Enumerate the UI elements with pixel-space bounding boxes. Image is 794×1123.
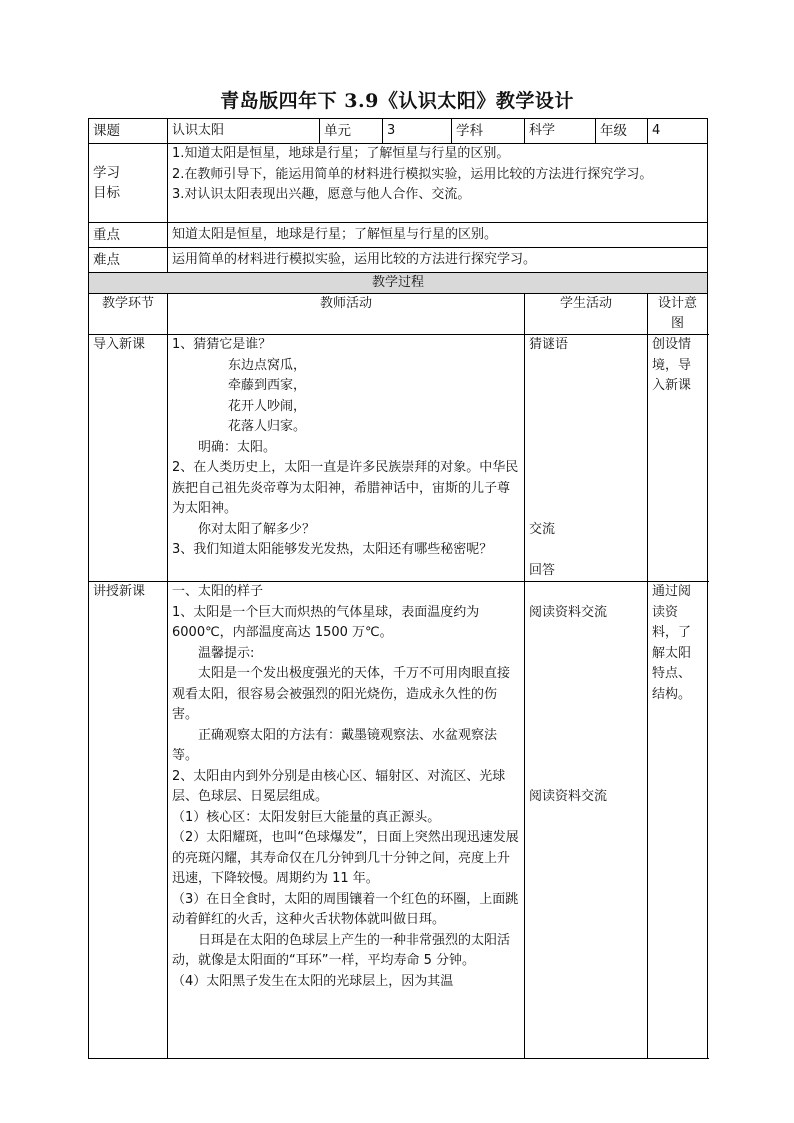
student-activity: 交流 [529,521,556,537]
riddle-line: 东边点窝瓜， [228,357,307,373]
lecture-s2: （2）太阳耀斑，也叫“色球爆发”，日面上突然出现迅速发展的亮斑闪耀，其寿命仅在几分钟到几十分钟之间，亮度上升迅速，下降较慢。周期约为 11 年。 [172,830,519,886]
topic-value: 认识太阳 [168,119,320,144]
unit-label: 单元 [320,119,383,144]
student-activity: 猜谜语 [529,337,569,352]
riddle-line: 牵藤到西家， [228,378,307,393]
lecture-teacher [168,582,525,1059]
intro-intent: 创设情境，导入新课 [648,335,708,582]
difficulty-text: 运用简单的材料进行模拟实验，运用比较的方法进行探究学习。 [168,248,708,273]
intro-student [525,335,648,582]
lecture-s1: （1）核心区：太阳发射巨大能量的真正源头。 [172,809,441,825]
lecture-p2: 2、太阳由内到外分别是由核心区、辐射区、对流区、光球层、色球层、日冕层组成。 [172,768,506,804]
objective-item: 2.在教师引导下，能运用简单的材料进行模拟实验，运用比较的方法进行探究学习。 [172,166,653,182]
tip-1: 太阳是一个发出极度强光的天体，千万不可用肉眼直接观看太阳，很容易会被强烈的阳光烧伤，造成永久性的伤害。 [172,666,511,722]
lecture-h1: 一、太阳的样子 [172,584,264,599]
difficulty-label: 难点 [89,248,168,273]
col-header-student: 学生活动 [525,294,648,335]
lecture-student [525,582,648,1059]
grade-value: 4 [648,119,708,144]
unit-value: 3 [383,119,452,144]
document-title: 青岛版四年下 3.9《认识太阳》教学设计 [220,90,574,112]
subject-label: 学科 [452,119,525,144]
intro-q1: 1、猜猜它是谁？ [172,337,272,352]
col-header-intent: 设计意图 [648,294,708,335]
column-header-row [89,294,708,335]
key-point-row [89,223,708,248]
objectives-label-line1: 学习 [93,165,120,181]
objective-item: 1.知道太阳是恒星，地球是行星；了解恒星与行星的区别。 [172,146,510,161]
lecture-p1: 1、太阳是一个巨大而炽热的气体星球，表面温度约为 6000℃，内部温度高达 1500 万℃。 [172,604,480,640]
process-header-row [89,273,708,294]
subject-value: 科学 [525,119,596,144]
intro-q2b: 你对太阳了解多少？ [198,521,316,537]
lecture-intent: 通过阅读资料，了解太阳特点、结构。 [648,582,708,1059]
intro-q3: 3、我们知道太阳能够发光发热，太阳还有哪些秘密呢？ [172,542,493,557]
tip-2: 正确观察太阳的方法有：戴墨镜观察法、水盆观察法等。 [172,727,498,763]
lecture-s4: （4）太阳黑子发生在太阳的光球层上，因为其温 [172,973,454,989]
intro-row [89,335,708,582]
lesson-plan-table [88,118,708,1059]
tip-title: 温馨提示: [198,645,255,661]
student-activity: 阅读资料交流 [529,789,608,804]
col-header-stage: 教学环节 [89,294,168,335]
objectives-row [89,144,708,223]
lecture-row [89,582,708,1059]
topic-label: 课题 [89,119,168,144]
riddle-line: 花开人吵闹， [228,398,307,414]
objectives-label-line2: 目标 [93,185,120,201]
intro-stage: 导入新课 [89,335,168,582]
intro-q2: 2、在人类历史上，太阳一直是许多民族崇拜的对象。中华民族把自己祖先炎帝尊为太阳神，希腊神话中，宙斯的儿子尊为太阳神。 [172,460,519,516]
col-header-teacher: 教师活动 [168,294,525,335]
key-point-label: 重点 [89,223,168,248]
lecture-stage: 讲授新课 [89,582,168,1059]
student-activity: 阅读资料交流 [529,604,608,620]
difficulty-row [89,248,708,273]
process-header: 教学过程 [89,273,708,294]
objectives-content [168,144,708,223]
grade-label: 年级 [596,119,648,144]
riddle-line: 花落人归家。 [228,419,307,434]
intro-teacher [168,335,525,582]
objective-item: 3.对认识太阳表现出兴趣，愿意与他人合作、交流。 [172,187,471,202]
lecture-s3: （3）在日全食时，太阳的周围镶着一个红色的环圈，上面跳动着鲜红的火舌，这种火舌状物体就叫做日珥。 [172,891,519,927]
info-row [89,119,708,144]
student-activity: 回答 [529,562,556,578]
key-point-text: 知道太阳是恒星，地球是行星；了解恒星与行星的区别。 [168,223,708,248]
objectives-label [89,144,168,223]
intro-answer: 明确：太阳。 [198,439,277,455]
lecture-s3b: 日珥是在太阳的色球层上产生的一种非常强烈的太阳活动，就像是太阳面的“耳环”一样，平均寿命 5 分钟。 [172,932,511,968]
